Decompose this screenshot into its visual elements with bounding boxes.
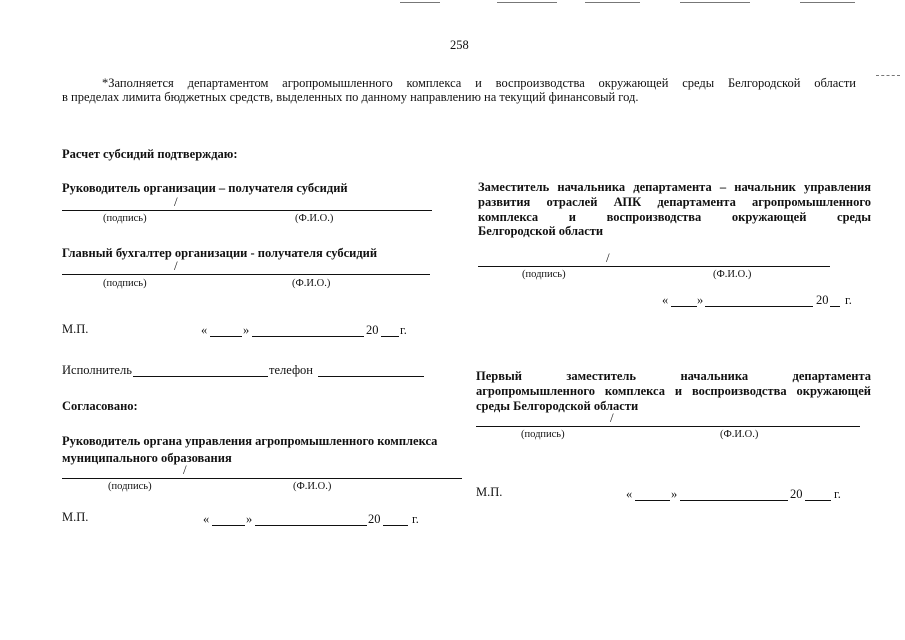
date-day-field[interactable] [210,336,242,337]
scan-artifact [400,2,440,3]
deputy-signature-line[interactable] [478,266,830,267]
first-deputy-date-year-field[interactable] [805,500,831,501]
deputy-title-line-3: комплекса и воспроизводства окружающей среды [478,210,871,224]
accountant-fio-caption: (Ф.И.О.) [292,278,331,289]
municipal-title-line-1: Руководитель органа управления агропромышленного комплекса [62,434,438,448]
first-deputy-date-year-prefix: 20 [790,487,803,501]
first-deputy-date-close-quote: » [671,487,678,501]
performer-field[interactable] [133,376,268,377]
agreed-heading: Согласовано: [62,399,138,413]
scan-artifact [585,2,640,3]
municipal-title-line-2: муниципального образования [62,451,232,465]
accountant-title: Главный бухгалтер организации - получателя субсидий [62,246,378,260]
head-title: Руководитель организации – получателя субсидий [62,181,348,195]
first-deputy-signature-line[interactable] [476,426,860,427]
footnote-line-1: *Заполняется департаментом агропромышленного комплекса и воспроизводства окружающей среды Белгородской области [102,76,856,90]
footnote-line-2: в пределах лимита бюджетных средств, выделенных по данному направлению на текущий финансовый год. [62,90,639,104]
deputy-signature-separator: / [606,250,610,265]
municipal-date-month-field[interactable] [255,525,367,526]
municipal-signature-caption: (подпись) [108,481,152,492]
head-signature-caption: (подпись) [103,213,147,224]
municipal-date-close-quote: » [246,512,253,526]
head-signature-separator: / [174,194,178,209]
phone-field[interactable] [318,376,424,377]
municipal-fio-caption: (Ф.И.О.) [293,481,332,492]
municipal-stamp-label: М.П. [62,510,89,524]
deputy-date-year-prefix: 20 [816,293,829,307]
deputy-fio-caption: (Ф.И.О.) [713,269,752,280]
first-deputy-fio-caption: (Ф.И.О.) [720,429,759,440]
date-close-quote: » [243,323,250,337]
deputy-date-close-quote: » [697,293,704,307]
municipal-date-year-field[interactable] [383,525,408,526]
deputy-title-line-4: Белгородской области [478,224,604,238]
first-deputy-date-open-quote: « [626,487,633,501]
first-deputy-title-line-3: среды Белгородской области [476,399,639,413]
first-deputy-date-year-suffix: г. [834,487,841,501]
scan-artifact [876,75,900,76]
performer-label: Исполнитель [62,363,132,377]
municipal-date-open-quote: « [203,512,210,526]
scan-artifact [800,2,855,3]
municipal-signature-separator: / [183,462,187,477]
scan-artifact [497,2,557,3]
first-deputy-date-day-field[interactable] [635,500,670,501]
first-deputy-signature-caption: (подпись) [521,429,565,440]
municipal-date-year-prefix: 20 [368,512,381,526]
scan-artifact [680,2,750,3]
deputy-date-open-quote: « [662,293,669,307]
head-signature-line[interactable] [62,210,432,211]
deputy-date-year-field[interactable] [830,306,840,307]
first-deputy-title-line-1: Первый заместитель начальника департамента [476,369,871,383]
date-year-field[interactable] [381,336,399,337]
date-year-suffix: г. [400,323,407,337]
first-deputy-stamp-label: М.П. [476,485,503,499]
head-fio-caption: (Ф.И.О.) [295,213,334,224]
first-deputy-signature-separator: / [610,410,614,425]
phone-label: телефон [269,363,313,377]
first-deputy-date-month-field[interactable] [680,500,788,501]
municipal-signature-line[interactable] [62,478,462,479]
deputy-title-line-2: развития отраслей АПК департамента агропромышленного [478,195,871,209]
date-year-prefix: 20 [366,323,379,337]
page-number: 258 [450,38,469,52]
accountant-signature-separator: / [174,258,178,273]
date-month-field[interactable] [252,336,364,337]
municipal-date-year-suffix: г. [412,512,419,526]
deputy-signature-caption: (подпись) [522,269,566,280]
accountant-signature-line[interactable] [62,274,430,275]
stamp-label: М.П. [62,322,89,336]
deputy-date-day-field[interactable] [671,306,697,307]
municipal-date-day-field[interactable] [212,525,245,526]
accountant-signature-caption: (подпись) [103,278,147,289]
date-open-quote: « [201,323,208,337]
deputy-date-year-suffix: г. [845,293,852,307]
deputy-date-month-field[interactable] [705,306,813,307]
confirm-heading: Расчет субсидий подтверждаю: [62,147,238,161]
first-deputy-title-line-2: агропромышленного комплекса и воспроизводства окружающей [476,384,871,398]
deputy-title-line-1: Заместитель начальника департамента – начальник управления [478,180,871,194]
